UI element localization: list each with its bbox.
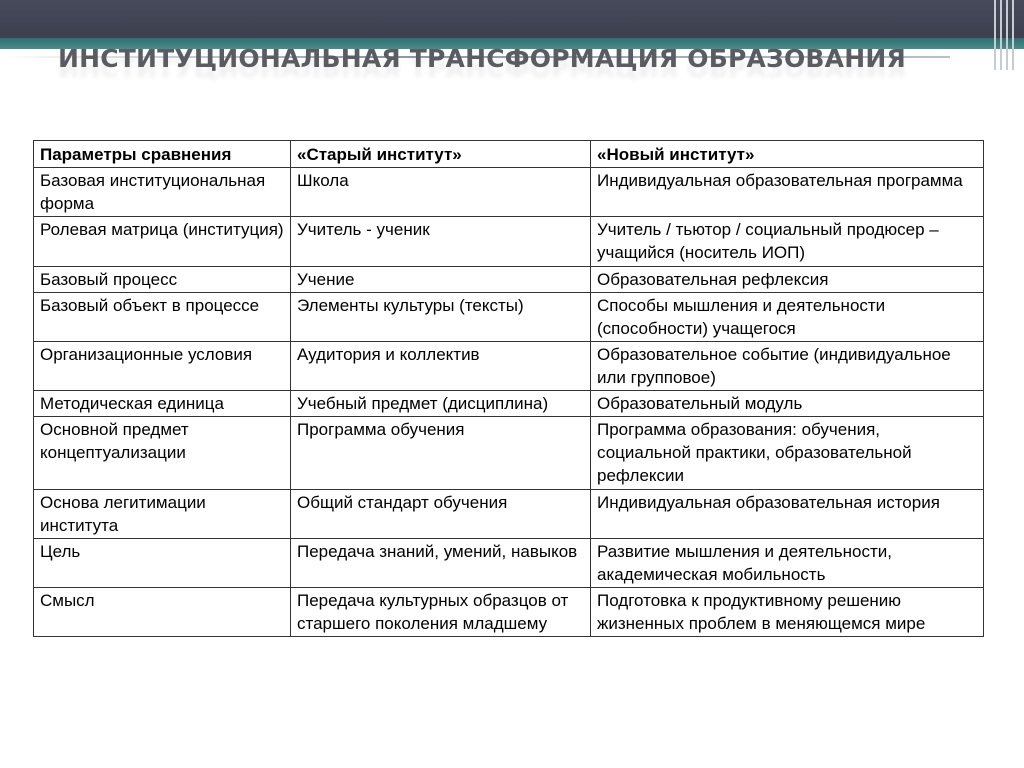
header-old-institute: «Старый институт» <box>291 141 591 168</box>
row-parameter: Основа легитимации института <box>34 489 291 538</box>
row-old-value: Элементы культуры (тексты) <box>291 292 591 341</box>
row-parameter: Основной предмет концептуализации <box>34 417 291 489</box>
header-band <box>0 0 1024 38</box>
row-new-value: Подготовка к продуктивному решению жизненных проблем в меняющемся мире <box>591 587 984 636</box>
row-old-value: Аудитория и коллектив <box>291 341 591 390</box>
table-row <box>34 489 984 538</box>
row-new-value: Образовательный модуль <box>591 391 984 417</box>
table-row <box>34 168 984 217</box>
comparison-table <box>33 140 984 637</box>
row-parameter: Базовая институциональная форма <box>34 168 291 217</box>
table-row <box>34 217 984 266</box>
row-old-value: Школа <box>291 168 591 217</box>
row-old-value: Учебный предмет (дисциплина) <box>291 391 591 417</box>
row-new-value: Развитие мышления и деятельности, академическая мобильность <box>591 538 984 587</box>
row-parameter: Цель <box>34 538 291 587</box>
table-header-row <box>34 141 984 168</box>
table-row <box>34 266 984 292</box>
row-old-value: Передача знаний, умений, навыков <box>291 538 591 587</box>
page-title: ИНСТИТУЦИОНАЛЬНАЯ ТРАНСФОРМАЦИЯ ОБРАЗОВАНИЯ <box>58 44 906 73</box>
row-old-value: Программа обучения <box>291 417 591 489</box>
header-parameters: Параметры сравнения <box>34 141 291 168</box>
row-new-value: Учитель / тьютор / социальный продюсер – учащийся (носитель ИОП) <box>591 217 984 266</box>
row-new-value: Индивидуальная образовательная программа <box>591 168 984 217</box>
row-new-value: Образовательное событие (индивидуальное или групповое) <box>591 341 984 390</box>
decorative-bars <box>990 0 1024 70</box>
row-new-value: Индивидуальная образовательная история <box>591 489 984 538</box>
table-row <box>34 341 984 390</box>
table-row <box>34 417 984 489</box>
row-old-value: Учитель - ученик <box>291 217 591 266</box>
table-row <box>34 587 984 636</box>
row-new-value: Способы мышления и деятельности (способности) учащегося <box>591 292 984 341</box>
table-row <box>34 538 984 587</box>
row-parameter: Базовый объект в процессе <box>34 292 291 341</box>
row-old-value: Учение <box>291 266 591 292</box>
row-old-value: Общий стандарт обучения <box>291 489 591 538</box>
row-new-value: Программа образования: обучения, социальной практики, образовательной рефлексии <box>591 417 984 489</box>
row-parameter: Ролевая матрица (институция) <box>34 217 291 266</box>
row-parameter: Базовый процесс <box>34 266 291 292</box>
row-parameter: Методическая единица <box>34 391 291 417</box>
row-old-value: Передача культурных образцов от старшего поколения младшему <box>291 587 591 636</box>
row-parameter: Смысл <box>34 587 291 636</box>
table-row <box>34 292 984 341</box>
row-new-value: Образовательная рефлексия <box>591 266 984 292</box>
table-row <box>34 391 984 417</box>
row-parameter: Организационные условия <box>34 341 291 390</box>
header-new-institute: «Новый институт» <box>591 141 984 168</box>
